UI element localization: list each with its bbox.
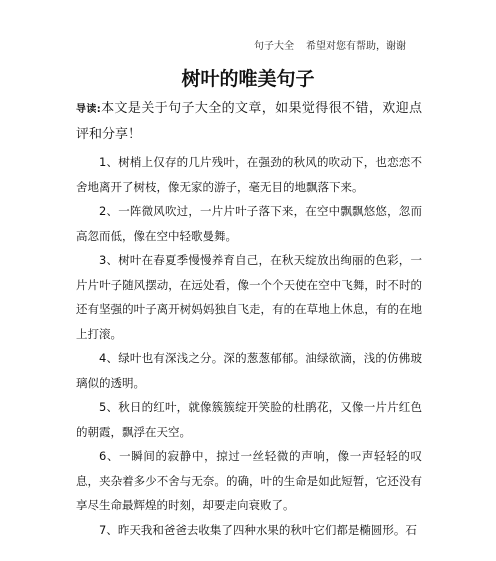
- paragraph-3: 3、树叶在春夏季慢慢养育自己，在秋天绽放出绚丽的色彩，一片片叶子随风摆动，在远处看，像一个个天使在空中飞舞，时不时的还有坚强的叶子离开树妈妈独自飞走，有的在草地上休息，有的在地上打滚。: [76, 253, 422, 341]
- paragraph-6: 6、一瞬间的寂静中，掠过一丝轻微的声响，像一声轻轻的叹息，夹杂着多少不舍与无奈。的确，叶的生命是如此短暂，它还没有享尽生命最辉煌的时刻，却要走向衰败了。: [76, 449, 422, 512]
- intro-text: 本文是关于句子大全的文章，如果觉得很不错，欢迎点评和分享！: [76, 101, 422, 142]
- paragraph-2: 2、一阵微风吹过，一片片叶子落下来，在空中飘飘悠悠，忽而高忽而低，像在空中轻歌曼舞。: [76, 204, 422, 243]
- paragraph-1: 1、树梢上仅存的几片残叶，在强劲的秋风的吹动下，也恋恋不舍地离开了树枝，像无家的游子，毫无目的地飘落下来。: [76, 155, 422, 194]
- header-slogan: 希望对您有帮助，谢谢: [306, 41, 406, 52]
- intro-paragraph: [76, 96, 422, 147]
- intro-label: 导读:: [76, 104, 101, 115]
- paragraph-7: 7、昨天我和爸爸去收集了四种水果的秋叶它们都是椭圆形。石: [99, 522, 417, 537]
- header-note: [254, 37, 406, 52]
- header-site: 句子大全: [254, 41, 294, 52]
- document-title: 树叶的唯美句子: [181, 68, 315, 90]
- paragraph-5: 5、秋日的红叶，就像簇簇绽开笑脸的杜鹃花，又像一片片红色的朝霞，飘浮在天空。: [76, 400, 422, 439]
- document-body: [76, 96, 422, 542]
- paragraph-4: 4、绿叶也有深浅之分。深的葱葱郁郁。油绿欲滴，浅的仿佛玻璃似的透明。: [76, 351, 422, 390]
